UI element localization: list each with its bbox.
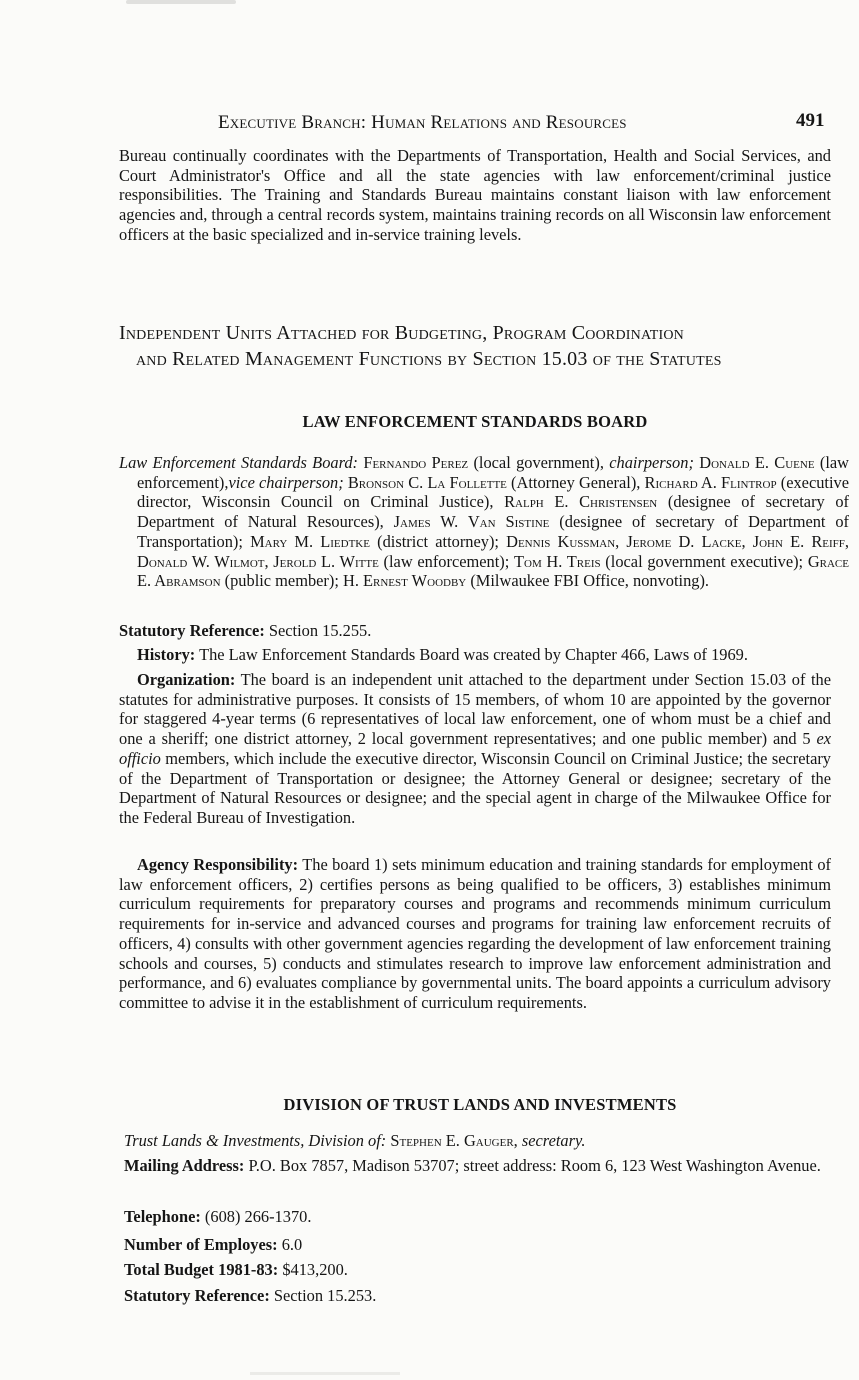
member-name: Bronson C. La Follette [343,472,507,492]
budget-value: $413,200. [278,1260,348,1279]
member-name: Grace E. Abramson [137,551,849,591]
member-role: (Attorney General), [506,472,645,492]
member-role: (law enforcement), [137,453,849,492]
board-agency-responsibility [119,855,831,1013]
running-header: Executive Branch: Human Relations and Resources [218,112,627,133]
trust-employees [124,1235,831,1255]
scan-smudge [250,1372,400,1375]
member-names: Dennis Kussman, Jerome D. Lacke, John E. Reiff, Donald W. Wilmot, Jerold L. Witte [137,531,850,571]
member-role: (executive director, Wisconsin Council on Criminal Justice), [137,472,849,512]
intro-paragraph: Bureau continually coordinates with the Departments of Transportation, Health and Social Services, and Court Administrator's Office and all the state agencies with law enforcement/criminal justice responsibilities. The Training and Standards Bureau maintains constant liaison with law enforcement agencies and, through a central records system, maintains training records on all Wisconsin law enforcement officers at the basic specialized and in-service training levels. [119,146,831,244]
board-members-intro: Law Enforcement Standards Board: [119,453,359,472]
section-title-line-1: Independent Units Attached for Budgeting, Program Coordination [119,322,684,344]
board-history [119,645,831,665]
responsibility-text: The board 1) sets minimum education and training standards for employment of law enforcement officers, 2) certifies persons as being qualified to be officers, 3) establishes minimum curriculum requirements for preparatory courses and programs and recommends minimum curriculum requirements for in-service and advanced courses and programs for training law enforcement recruits of officers, 4) consults with other government agencies regarding the development of law enforcement training schools and courses, 5) conducts and stimulates research to improve law enforcement administration and performance, and 6) evaluates compliance by governmental units. The board appoints a curriculum advisory committee to advise it in the establishment of curriculum requirements. [119,855,831,1012]
board-heading: LAW ENFORCEMENT STANDARDS BOARD [302,412,648,431]
board-members [119,453,849,591]
board-organization [119,670,831,828]
member-name: Tom H. Treis [513,551,601,571]
history-value: The Law Enforcement Standards Board was created by Chapter 466, Laws of 1969. [195,645,748,664]
page-number: 491 [796,110,825,131]
trust-intro: Trust Lands & Investments, Division of: [124,1131,387,1150]
member-role: (local government), [468,453,610,472]
member-role: (local government executive); [600,551,808,571]
employees-label: Number of Employes: [124,1235,278,1254]
telephone-value: (608) 266-1370. [200,1207,312,1226]
member-title: chairperson; [609,453,694,472]
organization-label: Organization: [137,670,236,689]
member-role: (designee of secretary of Department of Transportation); [137,512,850,551]
member-role: (district attorney); [369,531,507,551]
responsibility-label: Agency Responsibility: [137,855,299,874]
member-name: H. Ernest Woodby [342,571,467,591]
trust-telephone [124,1207,831,1227]
member-role: (law enforcement); [378,551,514,571]
budget-label: Total Budget 1981-83: [124,1260,279,1279]
member-name: Mary M. Liedtke [250,531,370,551]
member-role: (designee of secretary of Department of Natural Resources), [137,492,849,532]
member-name: Richard A. Flintrop [644,472,777,492]
section-title-line-2: and Related Management Functions by Section 15.03 of the Statutes [136,348,722,370]
organization-italic: ex officio [119,729,831,768]
organization-text: The board is an independent unit attached to the department under Section 15.03 of the statutes for administrative purposes. It consists of 15 members, of whom 10 are appointed by the governor for staggered 4-year terms (6 representatives of local law enforcement, one of whom must be a chief and one a sheriff; one district attorney, 2 local government representatives; and one public member) and 5 [119,670,831,749]
member-name: Donald E. Cuene [693,453,815,472]
section-title [119,320,831,372]
statutory-value: Section 15.255. [264,621,372,640]
scan-smudge [126,0,236,4]
mailing-value: P.O. Box 7857, Madison 53707; street address: Room 6, 123 West Washington Avenue. [244,1156,821,1175]
board-statutory-reference [119,621,831,641]
member-role: (Milwaukee FBI Office, nonvoting). [466,571,710,591]
secretary-name: Stephen E. Gauger [386,1131,514,1150]
secretary-separator: , [513,1131,522,1150]
member-role: (public member); [220,571,343,591]
member-name: Ralph E. Christensen [504,492,658,512]
trust-secretary-line [124,1131,831,1151]
statutory-label: Statutory Reference: [124,1286,270,1305]
trust-mailing-address [124,1156,852,1176]
member-name: James W. Van Sistine [393,512,550,532]
telephone-label: Telephone: [124,1207,201,1226]
secretary-title: secretary. [521,1131,586,1150]
organization-text: members, which include the executive director, Wisconsin Council on Criminal Justice; the secretary of the Department of Transportation or designee; the Attorney General or designee; secretary of the Department of Natural Resources or designee; and the special agent in charge of the Milwaukee Office for the Federal Bureau of Investigation. [119,748,831,827]
trust-statutory-reference [124,1286,831,1306]
trust-heading: DIVISION OF TRUST LANDS AND INVESTMENTS [283,1095,677,1114]
history-label: History: [137,645,196,664]
member-title: vice chairperson; [228,472,344,492]
statutory-label: Statutory Reference: [119,621,265,640]
statutory-value: Section 15.253. [269,1286,377,1305]
mailing-label: Mailing Address: [124,1156,245,1175]
employees-value: 6.0 [277,1235,303,1254]
trust-total-budget [124,1260,831,1280]
member-name: Fernando Perez [363,453,469,472]
